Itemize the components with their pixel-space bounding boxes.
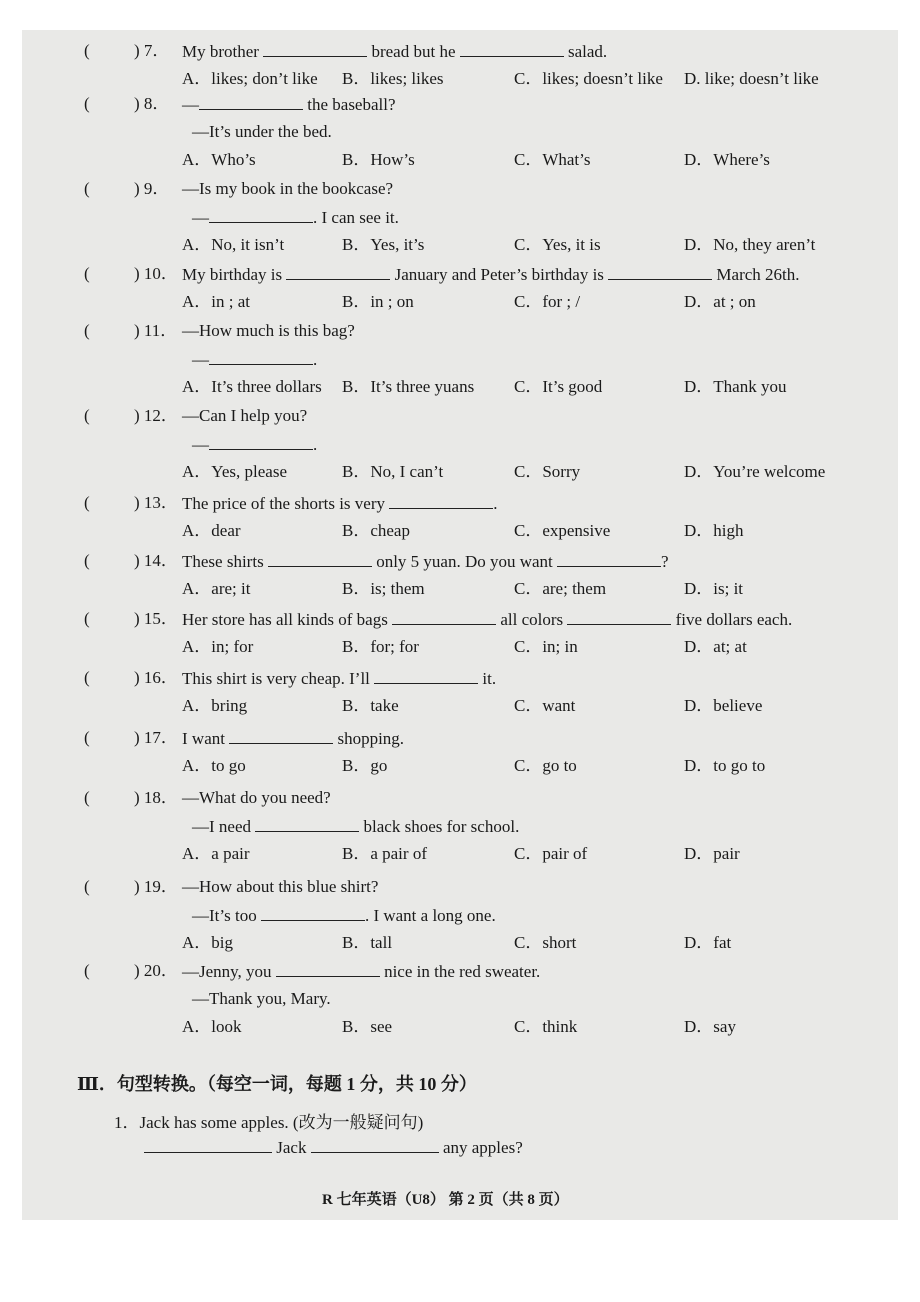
question-line: [22, 550, 898, 572]
answer-paren-open: (: [84, 961, 90, 980]
question-fragment: Her store has all kinds of bags: [182, 610, 393, 629]
option-d[interactable]: D．believe: [684, 696, 763, 715]
option-b[interactable]: B．a pair of: [342, 844, 427, 863]
options-row: [22, 291, 898, 313]
question-number: ) 9．: [134, 179, 170, 198]
question-fragment: .: [493, 494, 498, 513]
options-row: [22, 68, 898, 90]
question-fragment: . I can see it.: [313, 208, 399, 227]
question-line: [22, 492, 898, 514]
option-a[interactable]: A．No, it isn’t: [182, 235, 285, 254]
option-c[interactable]: C．Sorry: [514, 462, 581, 481]
question-number: ) 7．: [134, 41, 170, 60]
question-line: [22, 727, 898, 749]
option-b[interactable]: B．How’s: [342, 150, 415, 169]
question-fragment: —Jenny, you: [182, 962, 276, 981]
question-fragment: —What do you need?: [182, 788, 331, 807]
answer-blank[interactable]: [567, 608, 671, 625]
option-a[interactable]: A．in; for: [182, 637, 254, 656]
section-title: Ⅲ．句型转换。（每空一词，每题 1 分，共 10 分）: [77, 1074, 477, 1094]
question-text: [182, 178, 393, 200]
option-b[interactable]: B．likes; likes: [342, 69, 444, 88]
answer-blank[interactable]: [144, 1136, 272, 1153]
option-b[interactable]: B．see: [342, 1017, 393, 1036]
option-d[interactable]: D．to go to: [684, 756, 766, 775]
question-14: [22, 550, 898, 600]
option-c[interactable]: C．short: [514, 933, 577, 952]
option-d[interactable]: D．Where’s: [684, 150, 770, 169]
question-text: [192, 815, 519, 838]
answer-blank[interactable]: [311, 1136, 439, 1153]
option-c[interactable]: C．in; in: [514, 637, 578, 656]
question-line: [22, 608, 898, 630]
question-text: [182, 405, 307, 427]
question-fragment: March 26th.: [712, 265, 800, 284]
answer-paren-open: (: [84, 264, 90, 283]
option-d[interactable]: D．high: [684, 521, 744, 540]
question-10: [22, 263, 898, 313]
question-text: [192, 904, 496, 927]
question-8: [22, 93, 898, 171]
option-b[interactable]: B．Yes, it’s: [342, 235, 425, 254]
question-text: [182, 727, 404, 750]
option-d[interactable]: D．fat: [684, 933, 732, 952]
answer-blank[interactable]: [209, 206, 313, 223]
option-d[interactable]: D．pair: [684, 844, 740, 863]
question-18: [22, 787, 898, 865]
question-fragment: all colors: [496, 610, 568, 629]
question-fragment: ?: [661, 552, 669, 571]
option-c[interactable]: C．likes; doesn’t like: [514, 69, 663, 88]
exam-page: [22, 30, 898, 1220]
question-fragment: —: [192, 435, 209, 454]
answer-paren-open: (: [84, 94, 90, 113]
option-c[interactable]: C．think: [514, 1017, 578, 1036]
question-number: ) 20．: [134, 961, 178, 980]
question-fragment: salad.: [563, 42, 608, 61]
question-fragment: it.: [478, 669, 497, 688]
option-a[interactable]: A．It’s three dollars: [182, 377, 322, 396]
question-13: [22, 492, 898, 542]
transform-answer-line: [144, 1136, 523, 1158]
option-a[interactable]: A．likes; don’t like: [182, 69, 318, 88]
question-line: [22, 667, 898, 689]
question-fragment: —: [182, 95, 199, 114]
question-line: [22, 815, 898, 837]
question-line: [22, 206, 898, 228]
option-c[interactable]: C．for ; /: [514, 292, 581, 311]
question-line: [22, 178, 898, 200]
question-fragment: My birthday is: [182, 265, 287, 284]
option-c[interactable]: C．go to: [514, 756, 577, 775]
option-c[interactable]: C．pair of: [514, 844, 588, 863]
option-b[interactable]: B．in ; on: [342, 292, 414, 311]
answer-word: Jack: [276, 1138, 307, 1157]
option-c[interactable]: C．are; them: [514, 579, 607, 598]
question-text: [182, 960, 540, 983]
answer-paren-open: (: [84, 877, 90, 896]
option-d[interactable]: D．at; at: [684, 637, 747, 656]
question-fragment: bread but he: [367, 42, 460, 61]
option-c[interactable]: C．want: [514, 696, 576, 715]
question-fragment: . I want a long one.: [364, 906, 496, 925]
question-text: [182, 787, 331, 809]
question-text: [192, 433, 317, 456]
answer-paren-open: (: [84, 493, 90, 512]
option-d[interactable]: D．No, they aren’t: [684, 235, 816, 254]
question-line: [22, 876, 898, 898]
question-fragment: shopping.: [333, 729, 405, 748]
option-b[interactable]: B．It’s three yuans: [342, 377, 475, 396]
question-fragment: January and Peter’s birthday is: [390, 265, 609, 284]
answer-blank[interactable]: [392, 608, 496, 625]
answer-blank[interactable]: [286, 263, 390, 280]
option-a[interactable]: A．dear: [182, 521, 241, 540]
question-fragment: —: [192, 208, 209, 227]
question-fragment: five dollars each.: [671, 610, 793, 629]
answer-blank[interactable]: [460, 40, 564, 57]
question-fragment: .: [313, 350, 318, 369]
option-b[interactable]: B．No, I can’t: [342, 462, 444, 481]
question-line: [22, 405, 898, 427]
answer-blank[interactable]: [608, 263, 712, 280]
question-line: [22, 93, 898, 115]
question-line: [22, 121, 898, 143]
question-text: [192, 121, 332, 143]
question-number: ) 17．: [134, 728, 178, 747]
question-text: [182, 320, 355, 342]
question-fragment: nice in the red sweater.: [379, 962, 541, 981]
question-text: [182, 876, 378, 898]
question-17: [22, 727, 898, 777]
question-number: ) 18．: [134, 788, 178, 807]
question-number: ) 14．: [134, 551, 178, 570]
question-number: ) 16．: [134, 668, 178, 687]
answer-blank[interactable]: [374, 667, 478, 684]
answer-blank[interactable]: [389, 492, 493, 509]
options-row: [22, 578, 898, 600]
question-number: ) 8．: [134, 94, 170, 113]
answer-blank[interactable]: [263, 40, 367, 57]
option-b[interactable]: B．go: [342, 756, 388, 775]
question-20: [22, 960, 898, 1038]
answer-blank[interactable]: [199, 93, 303, 110]
options-row: [22, 755, 898, 777]
option-b[interactable]: B．take: [342, 696, 399, 715]
options-row: [22, 520, 898, 542]
question-line: [22, 988, 898, 1010]
question-line: [22, 263, 898, 285]
answer-blank[interactable]: [209, 433, 313, 450]
question-fragment: I want: [182, 729, 230, 748]
options-row: [22, 932, 898, 954]
question-text: [182, 263, 800, 286]
option-a[interactable]: A．are; it: [182, 579, 251, 598]
question-12: [22, 405, 898, 483]
question-number: ) 12．: [134, 406, 178, 425]
question-fragment: the baseball?: [303, 95, 396, 114]
question-fragment: only 5 yuan. Do you want: [371, 552, 558, 571]
options-row: [22, 234, 898, 256]
options-row: [22, 636, 898, 658]
option-b[interactable]: B．is; them: [342, 579, 425, 598]
option-a[interactable]: A．Yes, please: [182, 462, 287, 481]
question-line: [22, 433, 898, 455]
answer-tail: any apples?: [442, 1138, 523, 1157]
option-a[interactable]: A．to go: [182, 756, 246, 775]
question-number: ) 11．: [134, 321, 178, 340]
question-7: [22, 40, 898, 90]
question-fragment: The price of the shorts is very: [182, 494, 390, 513]
option-b[interactable]: B．for; for: [342, 637, 419, 656]
question-15: [22, 608, 898, 658]
answer-blank[interactable]: [209, 348, 313, 365]
answer-blank[interactable]: [255, 815, 359, 832]
transform-question-1: 1．Jack has some apples. (改为一般疑问句): [114, 1113, 424, 1132]
question-fragment: .: [313, 435, 318, 454]
option-a[interactable]: A．look: [182, 1017, 242, 1036]
question-text: [182, 93, 396, 116]
option-d[interactable]: D．You’re welcome: [684, 462, 826, 481]
answer-paren-open: (: [84, 321, 90, 340]
option-c[interactable]: C．It’s good: [514, 377, 603, 396]
answer-blank[interactable]: [268, 550, 372, 567]
question-16: [22, 667, 898, 717]
answer-paren-open: (: [84, 41, 90, 60]
options-row: [22, 461, 898, 483]
options-row: [22, 149, 898, 171]
question-fragment: —It’s under the bed.: [192, 122, 332, 141]
answer-blank[interactable]: [261, 904, 365, 921]
answer-paren-open: (: [84, 668, 90, 687]
question-number: ) 15．: [134, 609, 178, 628]
question-9: [22, 178, 898, 256]
option-c[interactable]: C．Yes, it is: [514, 235, 601, 254]
question-19: [22, 876, 898, 954]
option-d[interactable]: D．is; it: [684, 579, 744, 598]
option-a[interactable]: A．bring: [182, 696, 248, 715]
option-a[interactable]: A．in ; at: [182, 292, 250, 311]
option-d[interactable]: D．at ; on: [684, 292, 756, 311]
question-fragment: —How much is this bag?: [182, 321, 355, 340]
answer-blank[interactable]: [557, 550, 661, 567]
option-c[interactable]: C．expensive: [514, 521, 611, 540]
answer-paren-open: (: [84, 179, 90, 198]
question-fragment: —Can I help you?: [182, 406, 308, 425]
question-text: [182, 40, 607, 63]
option-a[interactable]: A．Who’s: [182, 150, 256, 169]
options-row: [22, 376, 898, 398]
option-a[interactable]: A．a pair: [182, 844, 250, 863]
question-line: [22, 320, 898, 342]
options-row: [22, 695, 898, 717]
question-fragment: —It’s too: [192, 906, 261, 925]
question-fragment: black shoes for school.: [359, 817, 520, 836]
answer-blank[interactable]: [229, 727, 333, 744]
question-fragment: These shirts: [182, 552, 268, 571]
option-d[interactable]: D. like; doesn’t like: [684, 69, 819, 88]
question-text: [192, 988, 331, 1010]
question-line: [22, 348, 898, 370]
options-row: [22, 1016, 898, 1038]
question-line: [22, 960, 898, 982]
question-text: [192, 206, 399, 229]
question-fragment: This shirt is very cheap. I’ll: [182, 669, 375, 688]
option-d[interactable]: D．say: [684, 1017, 736, 1036]
question-fragment: —Thank you, Mary.: [192, 989, 331, 1008]
question-text: [182, 667, 496, 690]
option-b[interactable]: B．tall: [342, 933, 393, 952]
question-fragment: —: [192, 350, 209, 369]
answer-paren-open: (: [84, 728, 90, 747]
question-fragment: —Is my book in the bookcase?: [182, 179, 394, 198]
question-number: ) 13．: [134, 493, 178, 512]
question-line: [22, 787, 898, 809]
answer-paren-open: (: [84, 609, 90, 628]
question-number: ) 19．: [134, 877, 178, 896]
options-row: [22, 843, 898, 865]
answer-blank[interactable]: [276, 960, 380, 977]
option-c[interactable]: C．What’s: [514, 150, 591, 169]
option-b[interactable]: B．cheap: [342, 521, 410, 540]
question-fragment: My brother: [182, 42, 264, 61]
option-a[interactable]: A．big: [182, 933, 233, 952]
answer-paren-open: (: [84, 551, 90, 570]
question-text: [192, 348, 317, 371]
option-d[interactable]: D．Thank you: [684, 377, 787, 396]
question-text: [182, 492, 498, 515]
question-text: [182, 608, 792, 631]
question-line: [22, 40, 898, 62]
question-number: ) 10．: [134, 264, 178, 283]
question-11: [22, 320, 898, 398]
answer-paren-open: (: [84, 788, 90, 807]
question-fragment: —I need: [192, 817, 256, 836]
question-text: [182, 550, 669, 573]
question-fragment: —How about this blue shirt?: [182, 877, 379, 896]
question-line: [22, 904, 898, 926]
answer-paren-open: (: [84, 406, 90, 425]
page-footer: R 七年英语（U8） 第 2 页（共 8 页）: [322, 1192, 569, 1208]
